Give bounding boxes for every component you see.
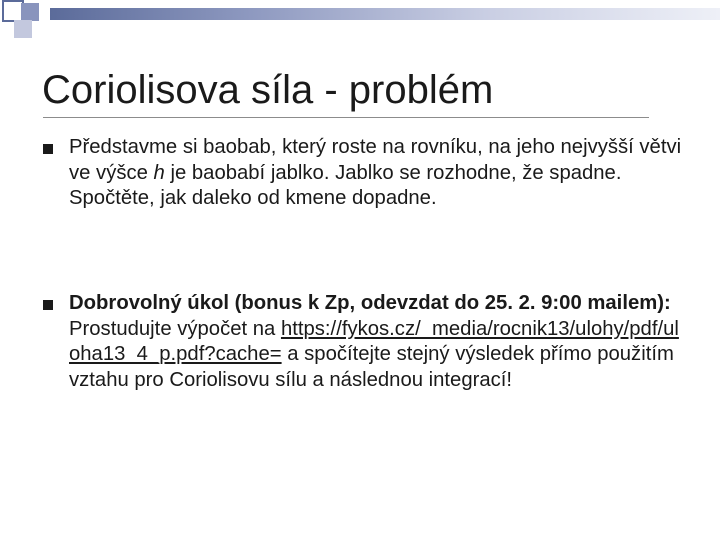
- fykos-link[interactable]: https://fykos.cz/_media/rocnik13/ulohy/pdf/uloha13_4_p.pdf?cache=: [69, 317, 679, 366]
- bullet-item-voluntary-task: [43, 291, 683, 393]
- bullet-text: [69, 135, 683, 212]
- decor-square-light: [14, 20, 32, 38]
- height-variable: h: [153, 161, 165, 184]
- bullet-text-end: je baobabí jablko. Jablko se rozhodne, že spadne. Spočtěte, jak daleko od kmene dopadne.: [69, 161, 622, 210]
- bullet-item-baobab: [43, 135, 683, 212]
- top-gradient-band: [50, 8, 720, 20]
- bullet-text-start: Představme si baobab, který roste na rovníku, na jeho nejvyšší větvi ve výšce: [69, 136, 682, 184]
- decor-square-dark: [21, 3, 39, 21]
- bullet-text: [69, 291, 683, 393]
- bullet-text-after-link: a spočítejte stejný výsledek přímo použitím vztahu pro Coriolisovu sílu a následnou integrací!: [69, 343, 674, 391]
- title-underline: [43, 117, 649, 118]
- bullet-square-icon: [43, 144, 53, 154]
- bullet-square-icon: [43, 300, 53, 310]
- task-heading: Dobrovolný úkol (bonus k Zp, odevzdat do 25. 2. 9:00 mailem):: [69, 292, 671, 314]
- bullet-text-before-link: Prostudujte výpočet na: [69, 317, 281, 340]
- slide-title: Coriolisova síla - problém: [42, 68, 494, 112]
